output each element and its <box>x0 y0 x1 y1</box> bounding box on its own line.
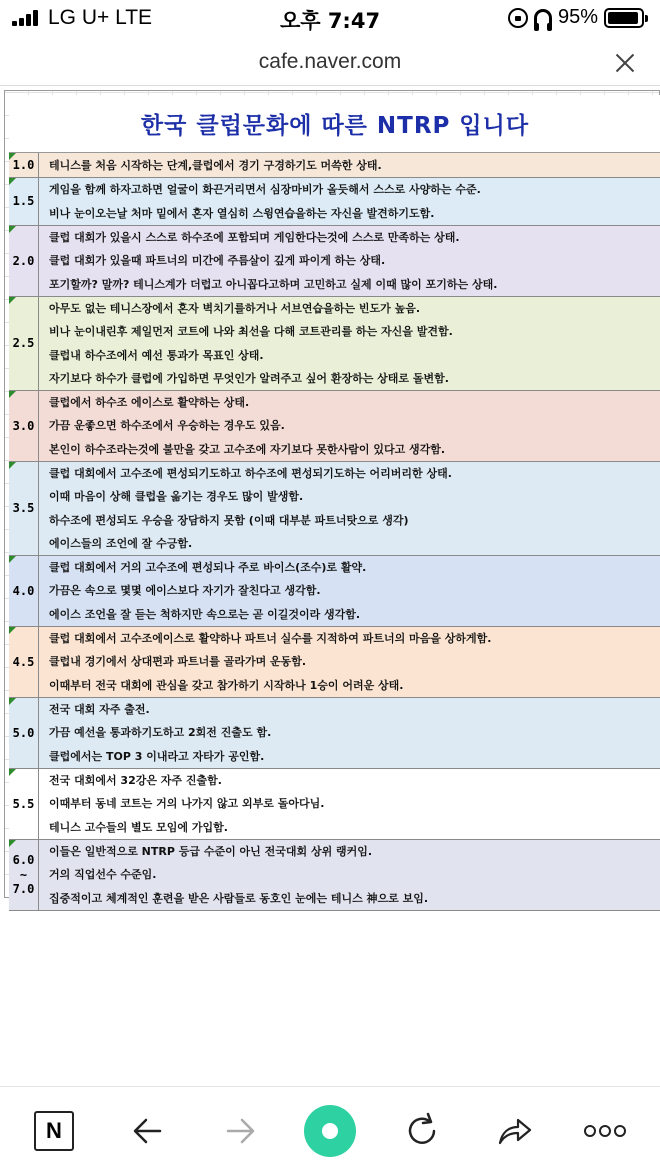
ntrp-description-line: 테니스 고수들의 별도 모임에 가입함. <box>49 820 228 834</box>
ntrp-description-line: 이들은 일반적으로 NTRP 등급 수준이 아닌 전국대회 상위 랭커임. <box>49 845 373 859</box>
ntrp-level: 2.0 <box>9 226 39 296</box>
ntrp-description-line: 클럽에서 하수조 에이스로 활약하는 상태. <box>49 396 250 410</box>
ntrp-row <box>9 840 660 911</box>
ntrp-description-line: 가끔 운좋으면 하수조에서 우승하는 경우도 있음. <box>49 419 285 433</box>
ntrp-description-line: 클럽 대회에서 고수조에이스로 활약하나 파트너 실수를 지적하여 파트너의 마음을 상하게함. <box>49 632 492 646</box>
ntrp-row <box>9 627 660 698</box>
ntrp-level: 4.5 <box>9 627 39 697</box>
ntrp-description-line: 이때 마음이 상해 클럽을 옮기는 경우도 많이 발생함. <box>49 490 304 504</box>
ntrp-description-line: 게임을 함께 하자고하면 얼굴이 화끈거리면서 심장마비가 올듯해서 스스로 사양하는 수준. <box>49 183 481 197</box>
ntrp-description-line: 가끔은 속으로 몇몇 에이스보다 자기가 잘친다고 생각함. <box>49 584 321 598</box>
ntrp-row <box>9 391 660 462</box>
ntrp-description-line: 이때부터 전국 대회에 관심을 갖고 참가하기 시작하나 1승이 어려운 상태. <box>49 678 404 692</box>
ntrp-row <box>9 178 660 226</box>
battery-percent: 95% <box>557 6 598 28</box>
ntrp-description-line: 전국 대회에서 32강은 자주 진출함. <box>49 774 222 788</box>
rotation-lock-icon <box>508 8 528 28</box>
ntrp-description-line: 클럽에서는 TOP 3 이내라고 자타가 공인함. <box>49 749 265 763</box>
ntrp-description-line: 에이스들의 조언에 잘 수긍함. <box>49 536 193 550</box>
ntrp-row <box>9 462 660 556</box>
ntrp-description-line: 클럽 대회에서 고수조에 편성되기도하고 하수조에 편성되기도하는 어리버리한 상태. <box>49 467 452 481</box>
ntrp-description-line: 전국 대회 자주 출전. <box>49 703 150 717</box>
ntrp-description-line: 자기보다 하수가 클럽에 가입하면 무엇인가 알려주고 싶어 환장하는 상태로 돌변함. <box>49 371 449 385</box>
ntrp-level: 3.5 <box>9 462 39 555</box>
ntrp-description-line: 클럽내 하수조에서 예선 통과가 목표인 상태. <box>49 348 264 362</box>
url-text[interactable]: cafe.naver.com <box>258 50 402 73</box>
clock: 오후 7:47 <box>279 9 381 33</box>
ntrp-row <box>9 556 660 627</box>
ntrp-level: 6.0 ~ 7.0 <box>9 840 39 910</box>
ntrp-description-line: 테니스를 처음 시작하는 단계,클럽에서 경기 구경하기도 머쓱한 상태. <box>49 158 382 172</box>
ntrp-level: 5.0 <box>9 698 39 768</box>
ntrp-description-line: 비나 눈이내린후 제일먼저 코트에 나와 최선을 다해 코트관리를 하는 자신을 발견함. <box>49 325 453 339</box>
ntrp-description-line: 포기할까? 말까? 테니스계가 더럽고 아니꼽다고하며 고민하고 실제 이때 많이 포기하는 상태. <box>49 277 498 291</box>
status-bar <box>0 0 660 40</box>
ntrp-row <box>9 297 660 391</box>
ntrp-row <box>9 769 660 840</box>
ntrp-description-line: 클럽 대회가 있을때 파트너의 미간에 주름살이 깊게 파이게 하는 상태. <box>49 254 386 268</box>
ntrp-description-line: 에이스 조언을 잘 듣는 척하지만 속으로는 곧 이길것이라 생각함. <box>49 607 361 621</box>
ntrp-level: 4.0 <box>9 556 39 626</box>
naver-home-button[interactable]: N <box>34 1111 74 1151</box>
ntrp-description-line: 클럽내 경기에서 상대편과 파트너를 골라가며 운동함. <box>49 655 307 669</box>
forward-arrow-icon[interactable] <box>218 1109 262 1153</box>
status-icons <box>508 6 644 29</box>
ntrp-level: 1.5 <box>9 178 39 225</box>
ntrp-level: 3.0 <box>9 391 39 461</box>
carrier-label: LG U+ LTE <box>48 6 153 29</box>
green-dot-button[interactable] <box>304 1105 356 1157</box>
reload-icon[interactable] <box>400 1109 444 1153</box>
close-icon[interactable] <box>614 52 636 74</box>
ntrp-description-line: 아무도 없는 테니스장에서 혼자 벽치기를하거나 서브연습을하는 빈도가 높음. <box>49 302 421 316</box>
ntrp-description-line: 하수조에 편성되도 우승을 장담하지 못함 (이때 대부분 파트너탓으로 생각) <box>49 513 409 527</box>
battery-icon <box>604 8 644 28</box>
ntrp-level: 5.5 <box>9 769 39 839</box>
back-arrow-icon[interactable] <box>126 1109 170 1153</box>
ntrp-row <box>9 698 660 769</box>
headphones-icon <box>534 9 552 27</box>
ntrp-description-line: 비나 눈이오는날 처마 밑에서 혼자 열심히 스윙연습을하는 자신을 발견하기도함. <box>49 206 435 220</box>
ntrp-row <box>9 153 660 178</box>
more-options-icon[interactable] <box>580 1109 630 1153</box>
ntrp-description-line: 거의 직업선수 수준임. <box>49 868 157 882</box>
ntrp-description-line: 클럽 대회가 있을시 스스로 하수조에 포함되며 게임한다는것에 스스로 만족하는 상태. <box>49 231 460 245</box>
ntrp-description-line: 가끔 예선을 통과하기도하고 2회전 진출도 함. <box>49 726 272 740</box>
ntrp-description-line: 집중적이고 체계적인 훈련을 받은 사람들로 동호인 눈에는 테니스 神으로 보임. <box>49 891 429 905</box>
page-title: 한국 클럽문화에 따른 NTRP 입니다 <box>140 113 530 139</box>
ntrp-description-line: 클럽 대회에서 거의 고수조에 편성되나 주로 바이스(조수)로 활약. <box>49 561 367 575</box>
ntrp-level: 2.5 <box>9 297 39 390</box>
ntrp-description-line: 본인이 하수조라는것에 불만을 갖고 고수조에 자기보다 못한사람이 있다고 생각함. <box>49 442 446 456</box>
ntrp-table-image <box>4 90 660 905</box>
ntrp-description-line: 이때부터 동네 코트는 거의 나가지 않고 외부로 돌아다님. <box>49 797 325 811</box>
address-bar <box>0 40 660 86</box>
page-content <box>0 86 660 1086</box>
ntrp-row <box>9 226 660 297</box>
bottom-toolbar <box>0 1086 660 1174</box>
ntrp-level: 1.0 <box>9 153 39 177</box>
share-arrow-icon[interactable] <box>492 1109 536 1153</box>
table-title-box <box>9 95 660 153</box>
